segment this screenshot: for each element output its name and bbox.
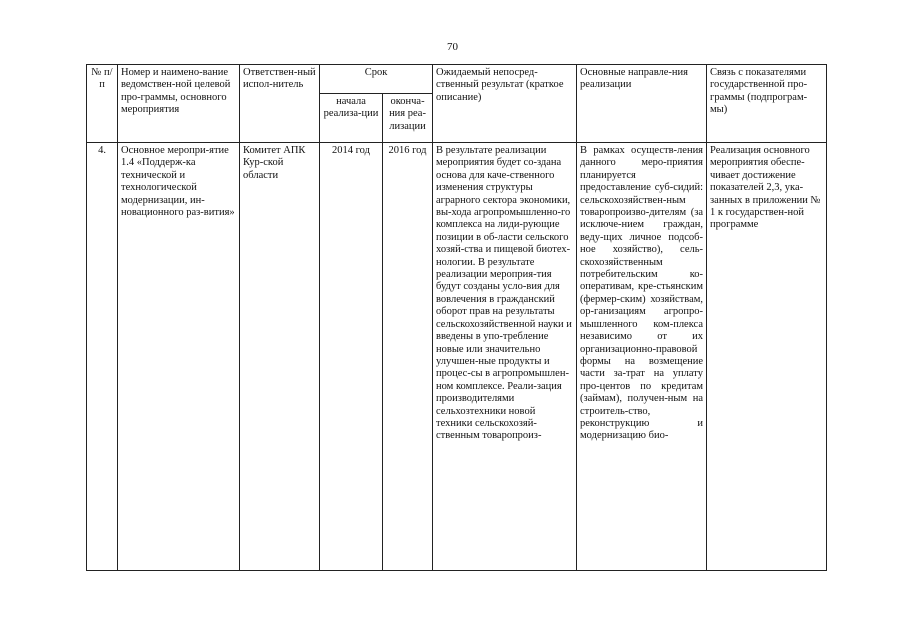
header-term-start: начала реализа-ции xyxy=(320,94,383,143)
cell-start: 2014 год xyxy=(320,143,383,571)
cell-name: Основное меропри-ятие 1.4 «Поддерж-ка технической и технологической модернизации, ин-новационного раз-вития» xyxy=(118,143,240,571)
header-num: № п/п xyxy=(87,65,118,143)
header-responsible: Ответствен-ный испол-нитель xyxy=(240,65,320,143)
cell-responsible: Комитет АПК Кур-ской области xyxy=(240,143,320,571)
table-row xyxy=(87,143,827,571)
cell-link: Реализация основного мероприятия обеспе-чивает достижение показателей 2,3, ука-занных в приложении № 1 к государствен-ной программе xyxy=(707,143,827,571)
header-row xyxy=(87,65,827,94)
page-number: 70 xyxy=(447,41,458,53)
header-link: Связь с показателями государственной про-граммы (подпрограм-мы) xyxy=(707,65,827,143)
cell-result: В результате реализации мероприятия будет со-здана основа для каче-ственного изменения структуры аграрного сектора экономики, вы-хода агропромышленно-го комплекса на лиди-рующие позиции в об-ласти сельского хозяй-ства и пищевой биотех-нологии. В результате реализации мероприя-тия будут созданы усло-вия для вовлечения в гражданский оборот прав на результаты сельскохозяйственной науки и введены в упо-требление новые или значительно улучшен-ные продукты и процес-сы в агропромышлен-ном комплексе. Реали-зация производителями сельхозтехники новой техники сельскохозяй-ственным товаропроиз- xyxy=(433,143,577,571)
header-term: Срок xyxy=(320,65,433,94)
header-term-end: оконча-ния реа-лизации xyxy=(383,94,433,143)
header-directions: Основные направле-ния реализации xyxy=(577,65,707,143)
cell-end: 2016 год xyxy=(383,143,433,571)
cell-directions: В рамках осуществ-ления данного меро-приятия планируется предоставление суб-сидий: сельскохозяйствен-ным товаропроизво-дителям (за исключе-нием граждан, веду-щих личное подсоб-ное хозяйство), сель-скохозяйственным потребительским ко-оперативам, кре-стьянским (фермер-ским) хозяйствам, ор-ганизациям агропро-мышленного ком-плекса независимо от их организационно-правовой формы на возмещение части за-трат на уплату про-центов по кредитам (займам), получен-ным на строитель-ство, реконструкцию и модернизацию био- xyxy=(577,143,707,571)
header-result: Ожидаемый непосред-ственный результат (краткое описание) xyxy=(433,65,577,143)
program-table xyxy=(86,64,827,571)
cell-num: 4. xyxy=(87,143,118,571)
header-name: Номер и наимено-вание ведомствен-ной целевой про-граммы, основного мероприятия xyxy=(118,65,240,143)
